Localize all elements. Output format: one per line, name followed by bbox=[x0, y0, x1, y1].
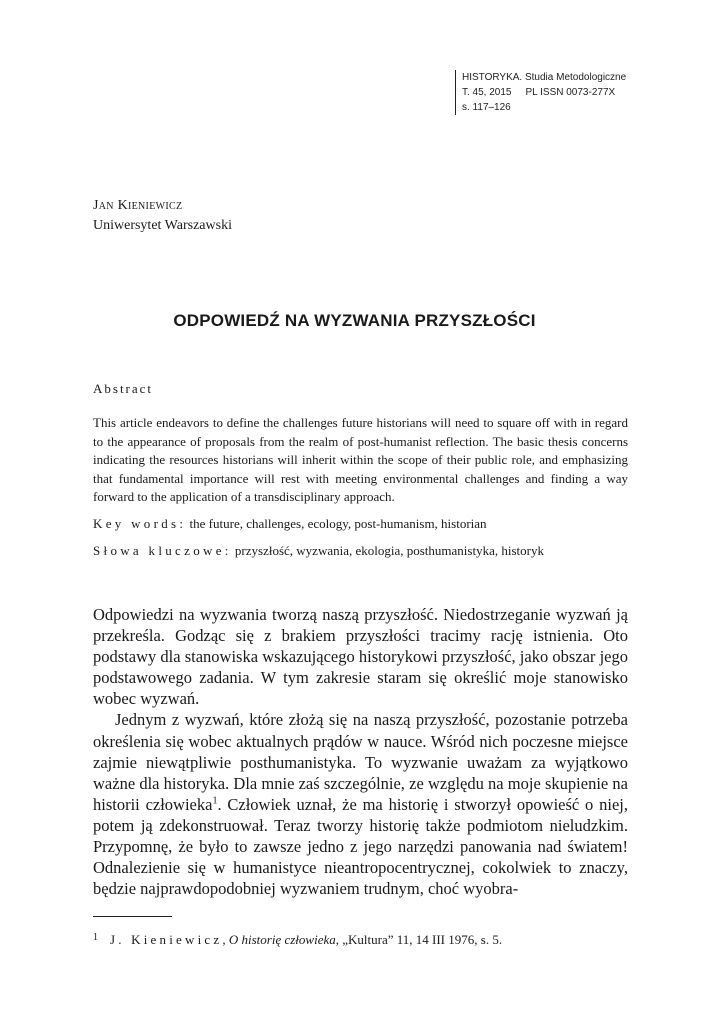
author-block bbox=[93, 196, 232, 236]
journal-issn: PL ISSN 0073-277X bbox=[525, 87, 616, 98]
keywords-text: the future, challenges, ecology, post-humanism, historian bbox=[186, 516, 487, 531]
journal-name: HISTORYKA. Studia Metodologiczne bbox=[462, 72, 627, 83]
author-name: Jan Kieniewicz bbox=[93, 198, 183, 213]
abstract-text: This article endeavors to define the challenges future historians will need to square off with in regard to the appearance of proposals from the realm of post-humanist reflection. The basic thesis concerns indicating the resources historians will inherit within the scope of their public role, and emphasizing that fundamental importance will rest with meeting environmental challenges and finding a way forward to the application of a transdisciplinary approach. bbox=[93, 415, 628, 505]
footnote-rest: , „Kultura” 11, 14 III 1976, s. 5. bbox=[335, 932, 503, 947]
article-body bbox=[93, 604, 628, 899]
slowa-kluczowe-text: przyszłość, wyzwania, ekologia, posthumanistyka, historyk bbox=[231, 543, 544, 558]
body-paragraph-1: Odpowiedzi na wyzwania tworzą naszą przyszłość. Niedostrzeganie wyzwań ją przekreśla. Godząc się z brakiem przyszłości tracimy rację istnienia. Oto podstawy dla stanowiska wskazującego historykowi przyszłość, jako obszar jego podstawowego zadania. W tym zakresie staram się określić moje stanowisko wobec wyzwań. bbox=[93, 605, 628, 709]
footnote-divider bbox=[93, 916, 172, 917]
footnote-reference[interactable]: 1 bbox=[212, 795, 218, 807]
body-paragraph-2-part-2: . Człowiek uznał, że ma historię i stworzył opowieść o niej, potem ją zdekonstruował. Teraz tworzy historię także podmiotom nieludzkim. Przypomnę, że było to zawsze jedno z jego narzędzi panowania nad światem! Odnalezienie się w humanistyce nieantropocentrycznej, cokolwiek to znaczy, będzie najprawdopodobniej wyzwaniem trudnym, choć wyobra- bbox=[93, 794, 628, 899]
article-title: ODPOWIEDŹ NA WYZWANIA PRZYSZŁOŚCI bbox=[173, 311, 536, 330]
footnote: $^1$ J. Kieniewicz, O historię człowieka, „Kultura” 11, 14 III 1976, s. 5. bbox=[93, 932, 503, 947]
keywords-row bbox=[93, 515, 633, 533]
keywords-label: Key words: bbox=[93, 516, 187, 531]
footnote-number: 1 bbox=[93, 932, 98, 943]
volume-issn-row bbox=[462, 85, 626, 100]
abstract-label: Abstract bbox=[93, 381, 154, 396]
journal-pages: s. 117–126 bbox=[462, 102, 511, 113]
body-paragraph-2 bbox=[93, 709, 628, 899]
body-paragraph-2-part-1: Jednym z wyzwań, które złożą się na naszą przyszłość, pozostanie potrzeba określenia się wobec aktualnych prądów w nauce. Wśród nich poczesne miejsce zajmie niewątpliwie posthumanistyka. To wyzwanie uważam za wyjątkowo ważne dla historyka. Dla mnie zaś szczególnie, ze względu na moje skupienie na historii człowieka bbox=[93, 710, 628, 814]
journal-header bbox=[455, 70, 626, 115]
author-affiliation: Uniwersytet Warszawski bbox=[93, 218, 232, 233]
journal-volume: T. 45, 2015 bbox=[462, 87, 512, 98]
footnote-author: J. Kieniewicz bbox=[110, 932, 223, 947]
footnote-title: O historię człowieka bbox=[228, 932, 336, 947]
slowa-kluczowe-row bbox=[93, 542, 633, 560]
slowa-kluczowe-label: Słowa kluczowe: bbox=[93, 543, 232, 558]
